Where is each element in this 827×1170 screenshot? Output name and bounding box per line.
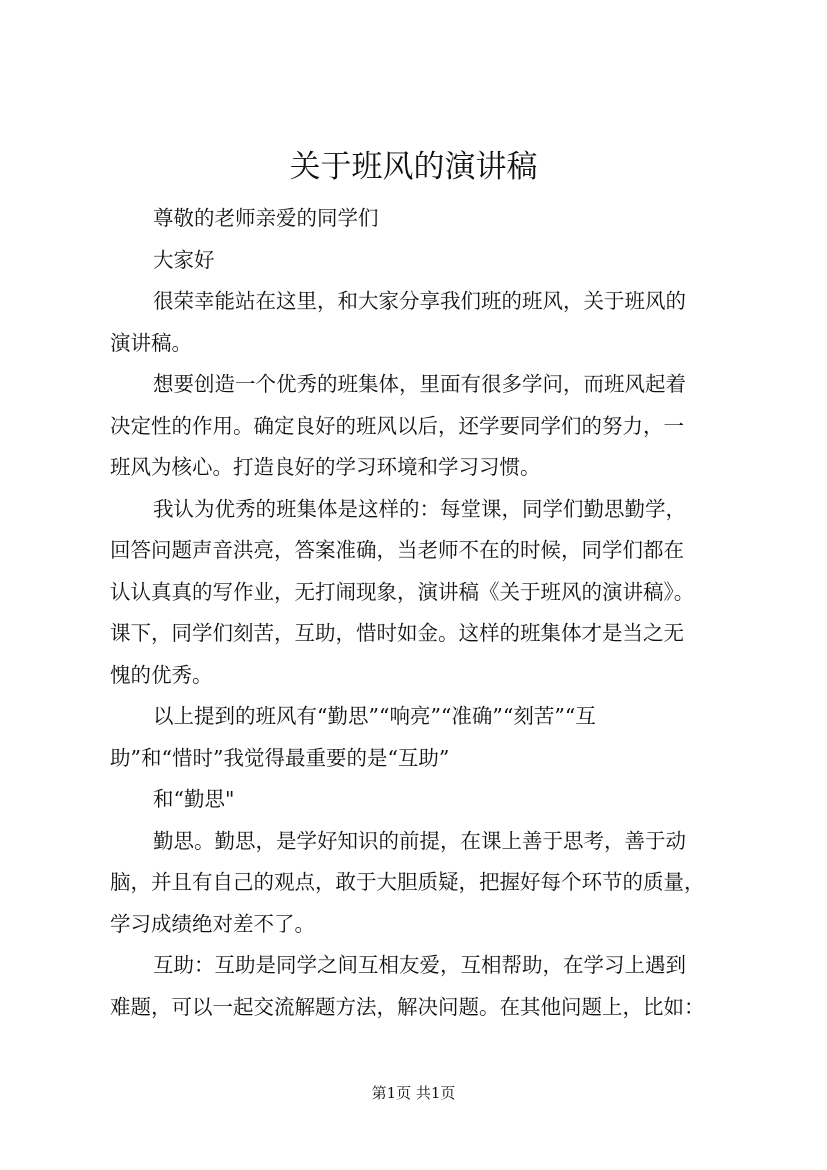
text-line: 以上提到的班风有“勤思”“响亮”“准确”“刻苦”“互 bbox=[153, 704, 596, 728]
text-line: 勤思。勤思，是学好知识的前提，在课上善于思考，善于动 bbox=[153, 828, 686, 853]
text-line: 我认为优秀的班集体是这样的：每堂课，同学们勤思勤学， bbox=[153, 496, 686, 521]
document-title: 关于班风的演讲稿 bbox=[289, 149, 538, 185]
page-footer: 第1页 共1页 bbox=[371, 1084, 456, 1102]
text-line: 大家好 bbox=[153, 247, 215, 272]
text-line: 想要创造一个优秀的班集体，里面有很多学问，而班风起着 bbox=[153, 372, 686, 396]
text-line: 助”和“惜时”我觉得最重要的是“互助” bbox=[110, 745, 450, 770]
text-line: 互助：互助是同学之间互相友爱，互相帮助，在学习上遇到 bbox=[153, 953, 686, 977]
text-line: 尊敬的老师亲爱的同学们 bbox=[153, 206, 379, 230]
text-line: 班风为核心。打造良好的学习环境和学习习惯。 bbox=[110, 455, 541, 479]
text-line: 课下，同学们刻苦，互助，惜时如金。这样的班集体才是当之无 bbox=[110, 621, 684, 645]
text-line: 演讲稿。 bbox=[110, 330, 192, 355]
text-line: 决定性的作用。确定良好的班风以后，还学要同学们的努力，一 bbox=[110, 413, 684, 438]
document-body bbox=[110, 198, 728, 1028]
text-line: 愧的优秀。 bbox=[110, 662, 213, 687]
text-line: 回答问题声音洪亮，答案准确，当老师不在的时候，同学们都在 bbox=[110, 538, 684, 562]
text-line: 和“勤思" bbox=[153, 787, 235, 811]
text-line: 难题，可以一起交流解题方法，解决问题。在其他问题上，比如： bbox=[110, 994, 705, 1019]
text-line: 脑，并且有自己的观点，敢于大胆质疑，把握好每个环节的质量， bbox=[110, 870, 705, 894]
text-line: 很荣幸能站在这里，和大家分享我们班的班风，关于班风的 bbox=[153, 289, 686, 313]
text-line: 认认真真的写作业，无打闹现象，演讲稿《关于班风的演讲稿》。 bbox=[110, 579, 695, 604]
text-line: 学习成绩绝对差不了。 bbox=[110, 911, 315, 936]
